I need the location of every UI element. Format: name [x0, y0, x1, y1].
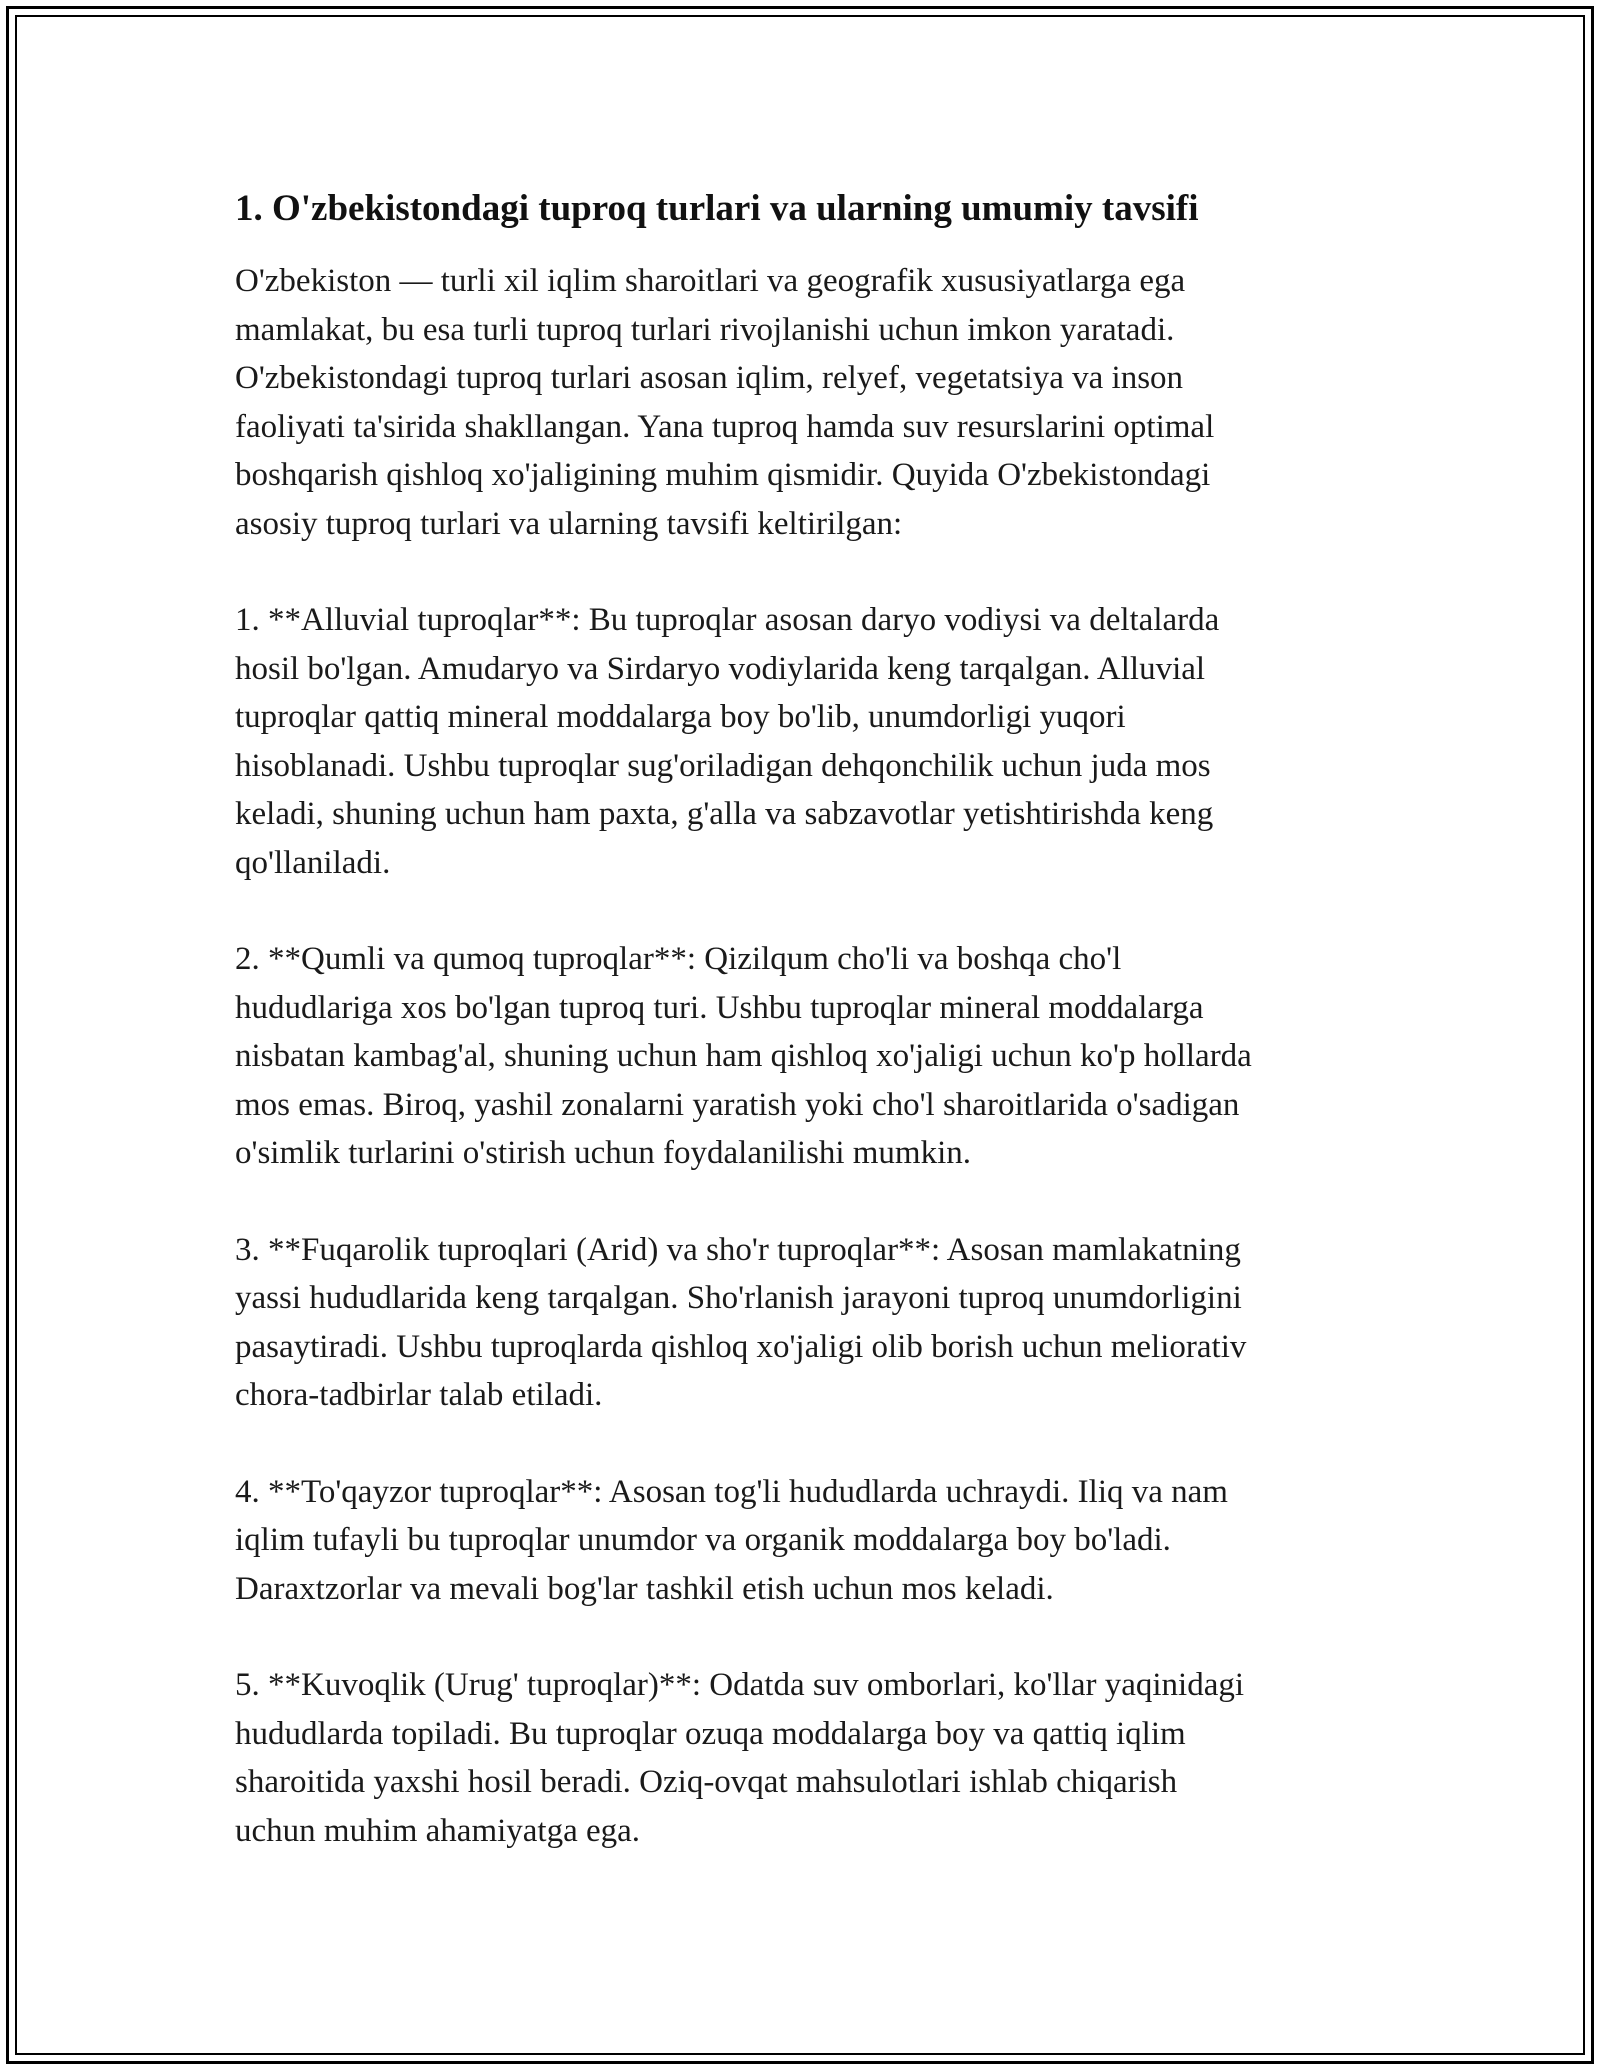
paragraph-toqayzor-soils: 4. **To'qayzor tuproqlar**: Asosan tog'li hududlarda uchraydi. Iliq va nam iqlim tufayli bu tuproqlar unumdor va organik moddalarga boy bo'ladi. Daraxtzorlar va mevali bog'lar tashkil etish uchun mos keladi. — [235, 1473, 1228, 1607]
paragraph-kuvoqlik-soils: 5. **Kuvoqlik (Urug' tuproqlar)**: Odatda suv omborlari, ko'llar yaqinidagi hududlarda topiladi. Bu tuproqlar ozuqa moddalarga boy va qattiq iqlim sharoitida yaxshi hosil beradi. Oziq-ovqat mahsulotlari ishlab chiqarish uchun muhim ahamiyatga ega. — [235, 1667, 1245, 1849]
paragraph-alluvial-soils: 1. **Alluvial tuproqlar**: Bu tuproqlar asosan daryo vodiysi va deltalarda hosil bo'lgan. Amudaryo va Sirdaryo vodiylarida keng tarqalgan. Alluvial tuproqlar qattiq mineral moddalarga boy bo'lib, unumdorligi yuqori hisoblanadi. Ushbu tuproqlar sug'oriladigan dehqonchilik uchun juda mos keladi, shuning uchun ham paxta, g'alla va sabzavotlar yetishtirishda keng qo'llaniladi. — [235, 602, 1220, 881]
document-title: 1. O'zbekistondagi tuproq turlari va ularning umumiy tavsifi — [235, 188, 1199, 229]
paragraph-arid-saline-soils: 3. **Fuqarolik tuproqlari (Arid) va sho'r tuproqlar**: Asosan mamlakatning yassi hududlarida keng tarqalgan. Sho'rlanish jarayoni tuproq unumdorligini pasaytiradi. Ushbu tuproqlarda qishloq xo'jaligi olib borish uchun meliorativ chora-tadbirlar talab etiladi. — [235, 1231, 1247, 1414]
intro-paragraph: O'zbekiston — turli xil iqlim sharoitlari va geografik xususiyatlarga ega mamlakat, bu esa turli tuproq turlari rivojlanishi uchun imkon yaratadi. O'zbekistondagi tuproq turlari asosan iqlim, relyef, vegetatsiya va inson faoliyati ta'sirida shakllangan. Yana tuproq hamda suv resurslarini optimal boshqarish qishloq xo'jaligining muhim qismidir. Quyida O'zbekistondagi asosiy tuproq turlari va ularning tavsifi keltirilgan: — [235, 263, 1215, 542]
paragraph-sandy-soils: 2. **Qumli va qumoq tuproqlar**: Qizilqum cho'li va boshqa cho'l hududlariga xos bo'lgan tuproq turi. Ushbu tuproqlar mineral moddalarga nisbatan kambag'al, shuning uchun ham qishloq xo'jaligi uchun ko'p hollarda mos emas. Biroq, yashil zonalarni yaratish yoki cho'l sharoitlarida o'sadigan o'simlik turlarini o'stirish uchun foydalanilishi mumkin. — [235, 941, 1252, 1172]
document-body — [235, 185, 1385, 1903]
